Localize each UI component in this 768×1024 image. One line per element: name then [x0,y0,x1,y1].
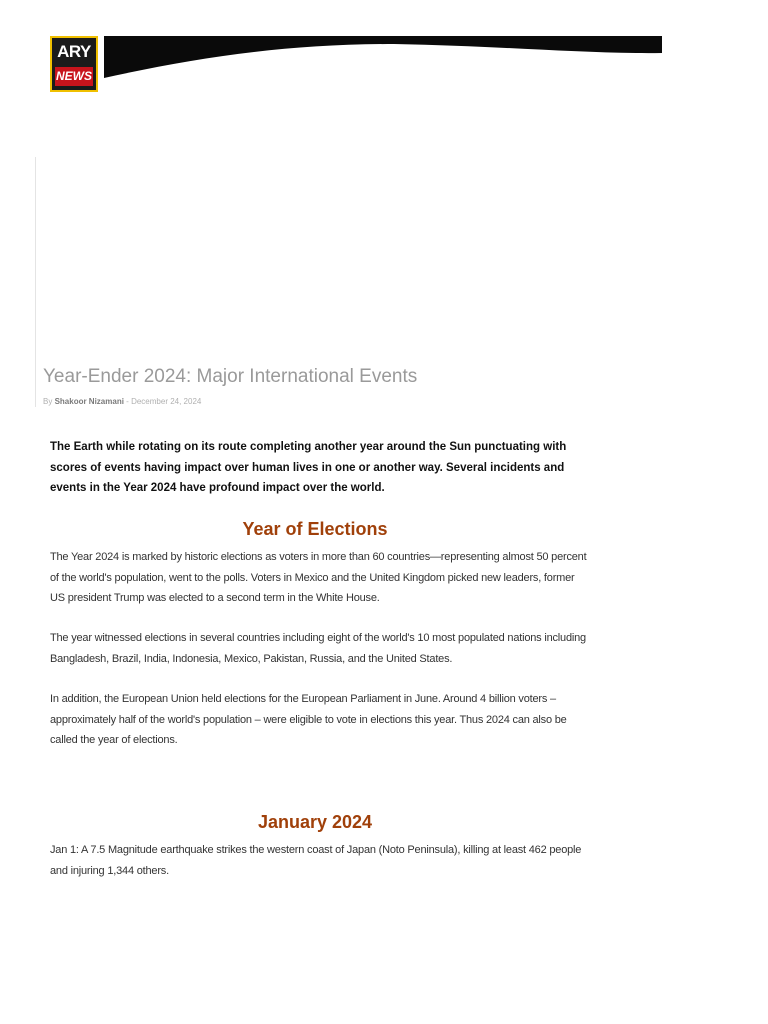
article-intro: The Earth while rotating on its route completing another year around the Sun punctuating with scores of events having impact over human lives in one or another way. Several incidents and events in the Year 2024 have profound impact over the world. [50,441,567,494]
section-heading: Year of Elections [242,519,388,539]
publish-date: December 24, 2024 [131,397,202,406]
byline-prefix: By [43,397,53,406]
paragraph: In addition, the European Union held elections for the European Parliament in June. Around 4 billion voters – approximately half of the world's population – were eligible to vote in elections this year. Thus 2024 can also be called the year of elections. [50,693,567,746]
article-title: Year-Ender 2024: Major International Events [43,366,418,387]
header-banner [104,36,664,78]
paragraph: The year witnessed elections in several countries including eight of the world's 10 most populated nations including Bangladesh, Brazil, India, Indonesia, Mexico, Pakistan, Russia, and the United States. [50,632,586,665]
author-link[interactable]: Shakoor Nizamani [54,397,124,406]
logo-line-ary: ARY [57,42,91,61]
ary-news-logo[interactable] [50,36,98,92]
section-heading: January 2024 [257,812,373,832]
paragraph: Jan 1: A 7.5 Magnitude earthquake strikes the western coast of Japan (Noto Peninsula), killing at least 462 people and injuring 1,344 others. [50,844,582,877]
logo-line-news: NEWS [55,67,93,86]
divider-line [35,157,36,407]
article-meta [43,397,201,406]
paragraph: The Year 2024 is marked by historic elections as voters in more than 60 countries—representing almost 50 percent of the world's population, went to the polls. Voters in Mexico and the United Kingdom picked new leaders, former US president Trump was elected to a second term in the White House. [50,551,587,604]
meta-separator: - [126,397,129,406]
